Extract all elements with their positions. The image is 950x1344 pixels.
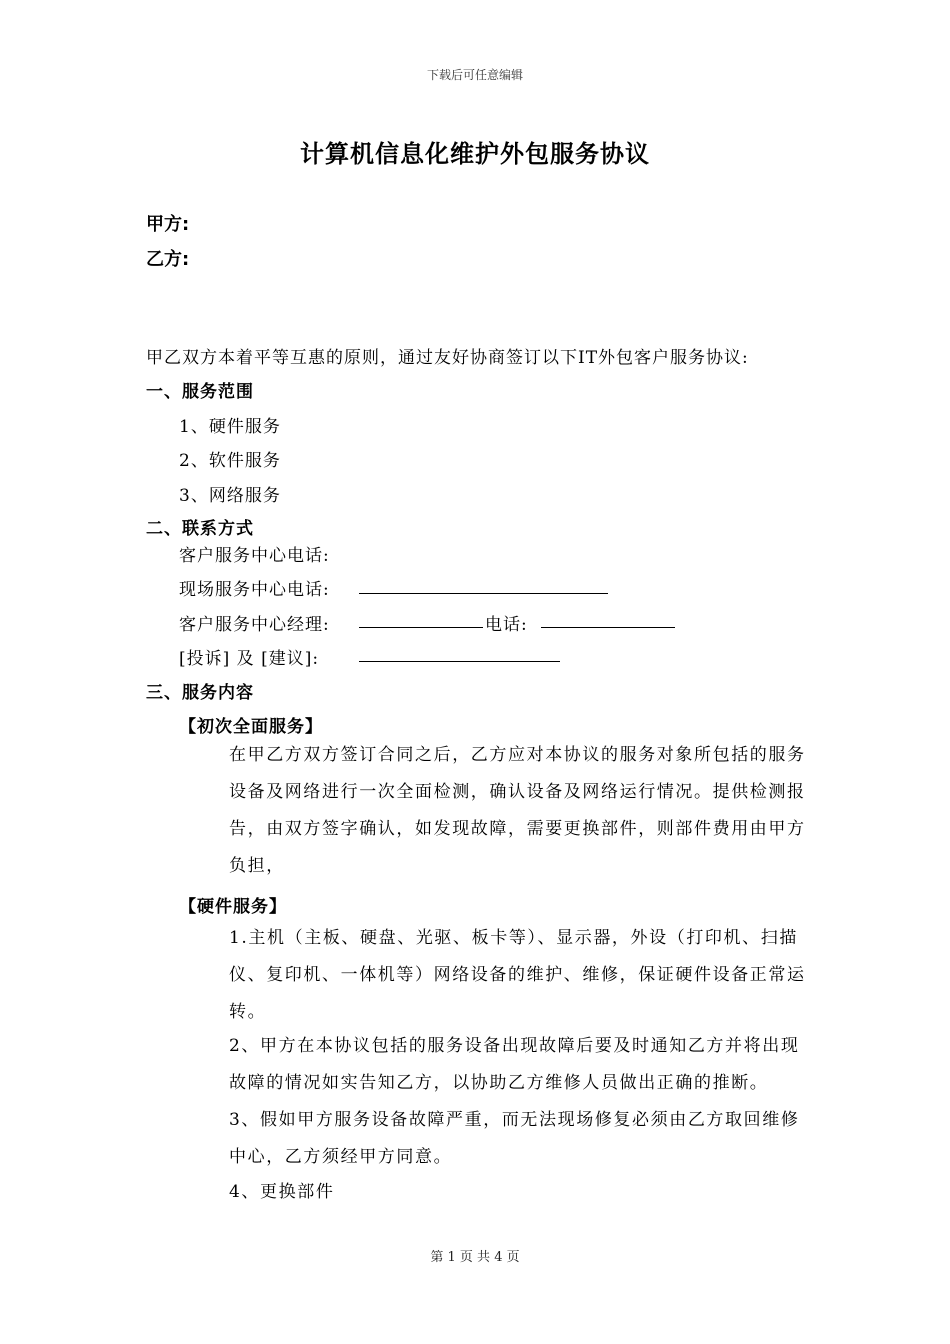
hardware-item-2: 2、甲方在本协议包括的服务设备出现故障后要及时通知乙方并将出现故障的情况如实告知乙方，以协助乙方维修人员做出正确的推断。 bbox=[229, 1036, 800, 1093]
hardware-item-1: 1.主机（主板、硬盘、光驱、板卡等）、显示器，外设（打印机、扫描仪、复印机、一体机等）网络设备的维护、维修，保证硬件设备正常运转。 bbox=[229, 928, 806, 1022]
section-1-heading: 一、服务范围 bbox=[146, 382, 254, 402]
complaint-blank-line bbox=[359, 661, 560, 662]
initial-service-heading: 【初次全面服务】 bbox=[179, 717, 323, 737]
intro-paragraph: 甲乙双方本着平等互惠的原则，通过友好协商签订以下IT外包客户服务协议: bbox=[146, 348, 749, 368]
service-item-network: 3、网络服务 bbox=[179, 486, 281, 506]
header-note: 下载后可任意编辑 bbox=[426, 68, 523, 82]
initial-service-paragraph: 在甲乙方双方签订合同之后，乙方应对本协议的服务对象所包括的服务设备及网络进行一次全面检测，确认设备及网络运行情况。提供检测报告，由双方签字确认，如发现故障，需要更换部件，则部件费用由甲方负担， bbox=[229, 745, 806, 876]
customer-center-phone-label: 客户服务中心电话: bbox=[179, 546, 330, 566]
document-title: 计算机信息化维护外包服务协议 bbox=[300, 140, 650, 168]
onsite-center-phone-label: 现场服务中心电话: bbox=[179, 580, 330, 600]
onsite-phone-blank-line bbox=[359, 593, 608, 594]
center-manager-label: 客户服务中心经理: bbox=[179, 615, 330, 635]
manager-name-blank-line bbox=[359, 627, 483, 628]
service-item-software: 2、软件服务 bbox=[179, 451, 281, 471]
hardware-item-4: 4、更换部件 bbox=[229, 1182, 335, 1202]
section-2-heading: 二、联系方式 bbox=[146, 519, 254, 539]
complaint-suggestion-label: [投诉] 及 [建议]: bbox=[179, 649, 320, 669]
hardware-item-3: 3、假如甲方服务设备故障严重，而无法现场修复必须由乙方取回维修中心，乙方须经甲方同意。 bbox=[229, 1110, 800, 1167]
section-3-heading: 三、服务内容 bbox=[146, 683, 254, 703]
party-b-label: 乙方: bbox=[146, 249, 190, 270]
page-footer: 第 1 页 共 4 页 bbox=[430, 1250, 520, 1265]
manager-phone-blank-line bbox=[541, 627, 675, 628]
manager-phone-label: 电话: bbox=[485, 615, 528, 635]
hardware-service-heading: 【硬件服务】 bbox=[179, 897, 287, 917]
service-item-hardware: 1、硬件服务 bbox=[179, 417, 281, 437]
party-a-label: 甲方: bbox=[146, 214, 190, 235]
